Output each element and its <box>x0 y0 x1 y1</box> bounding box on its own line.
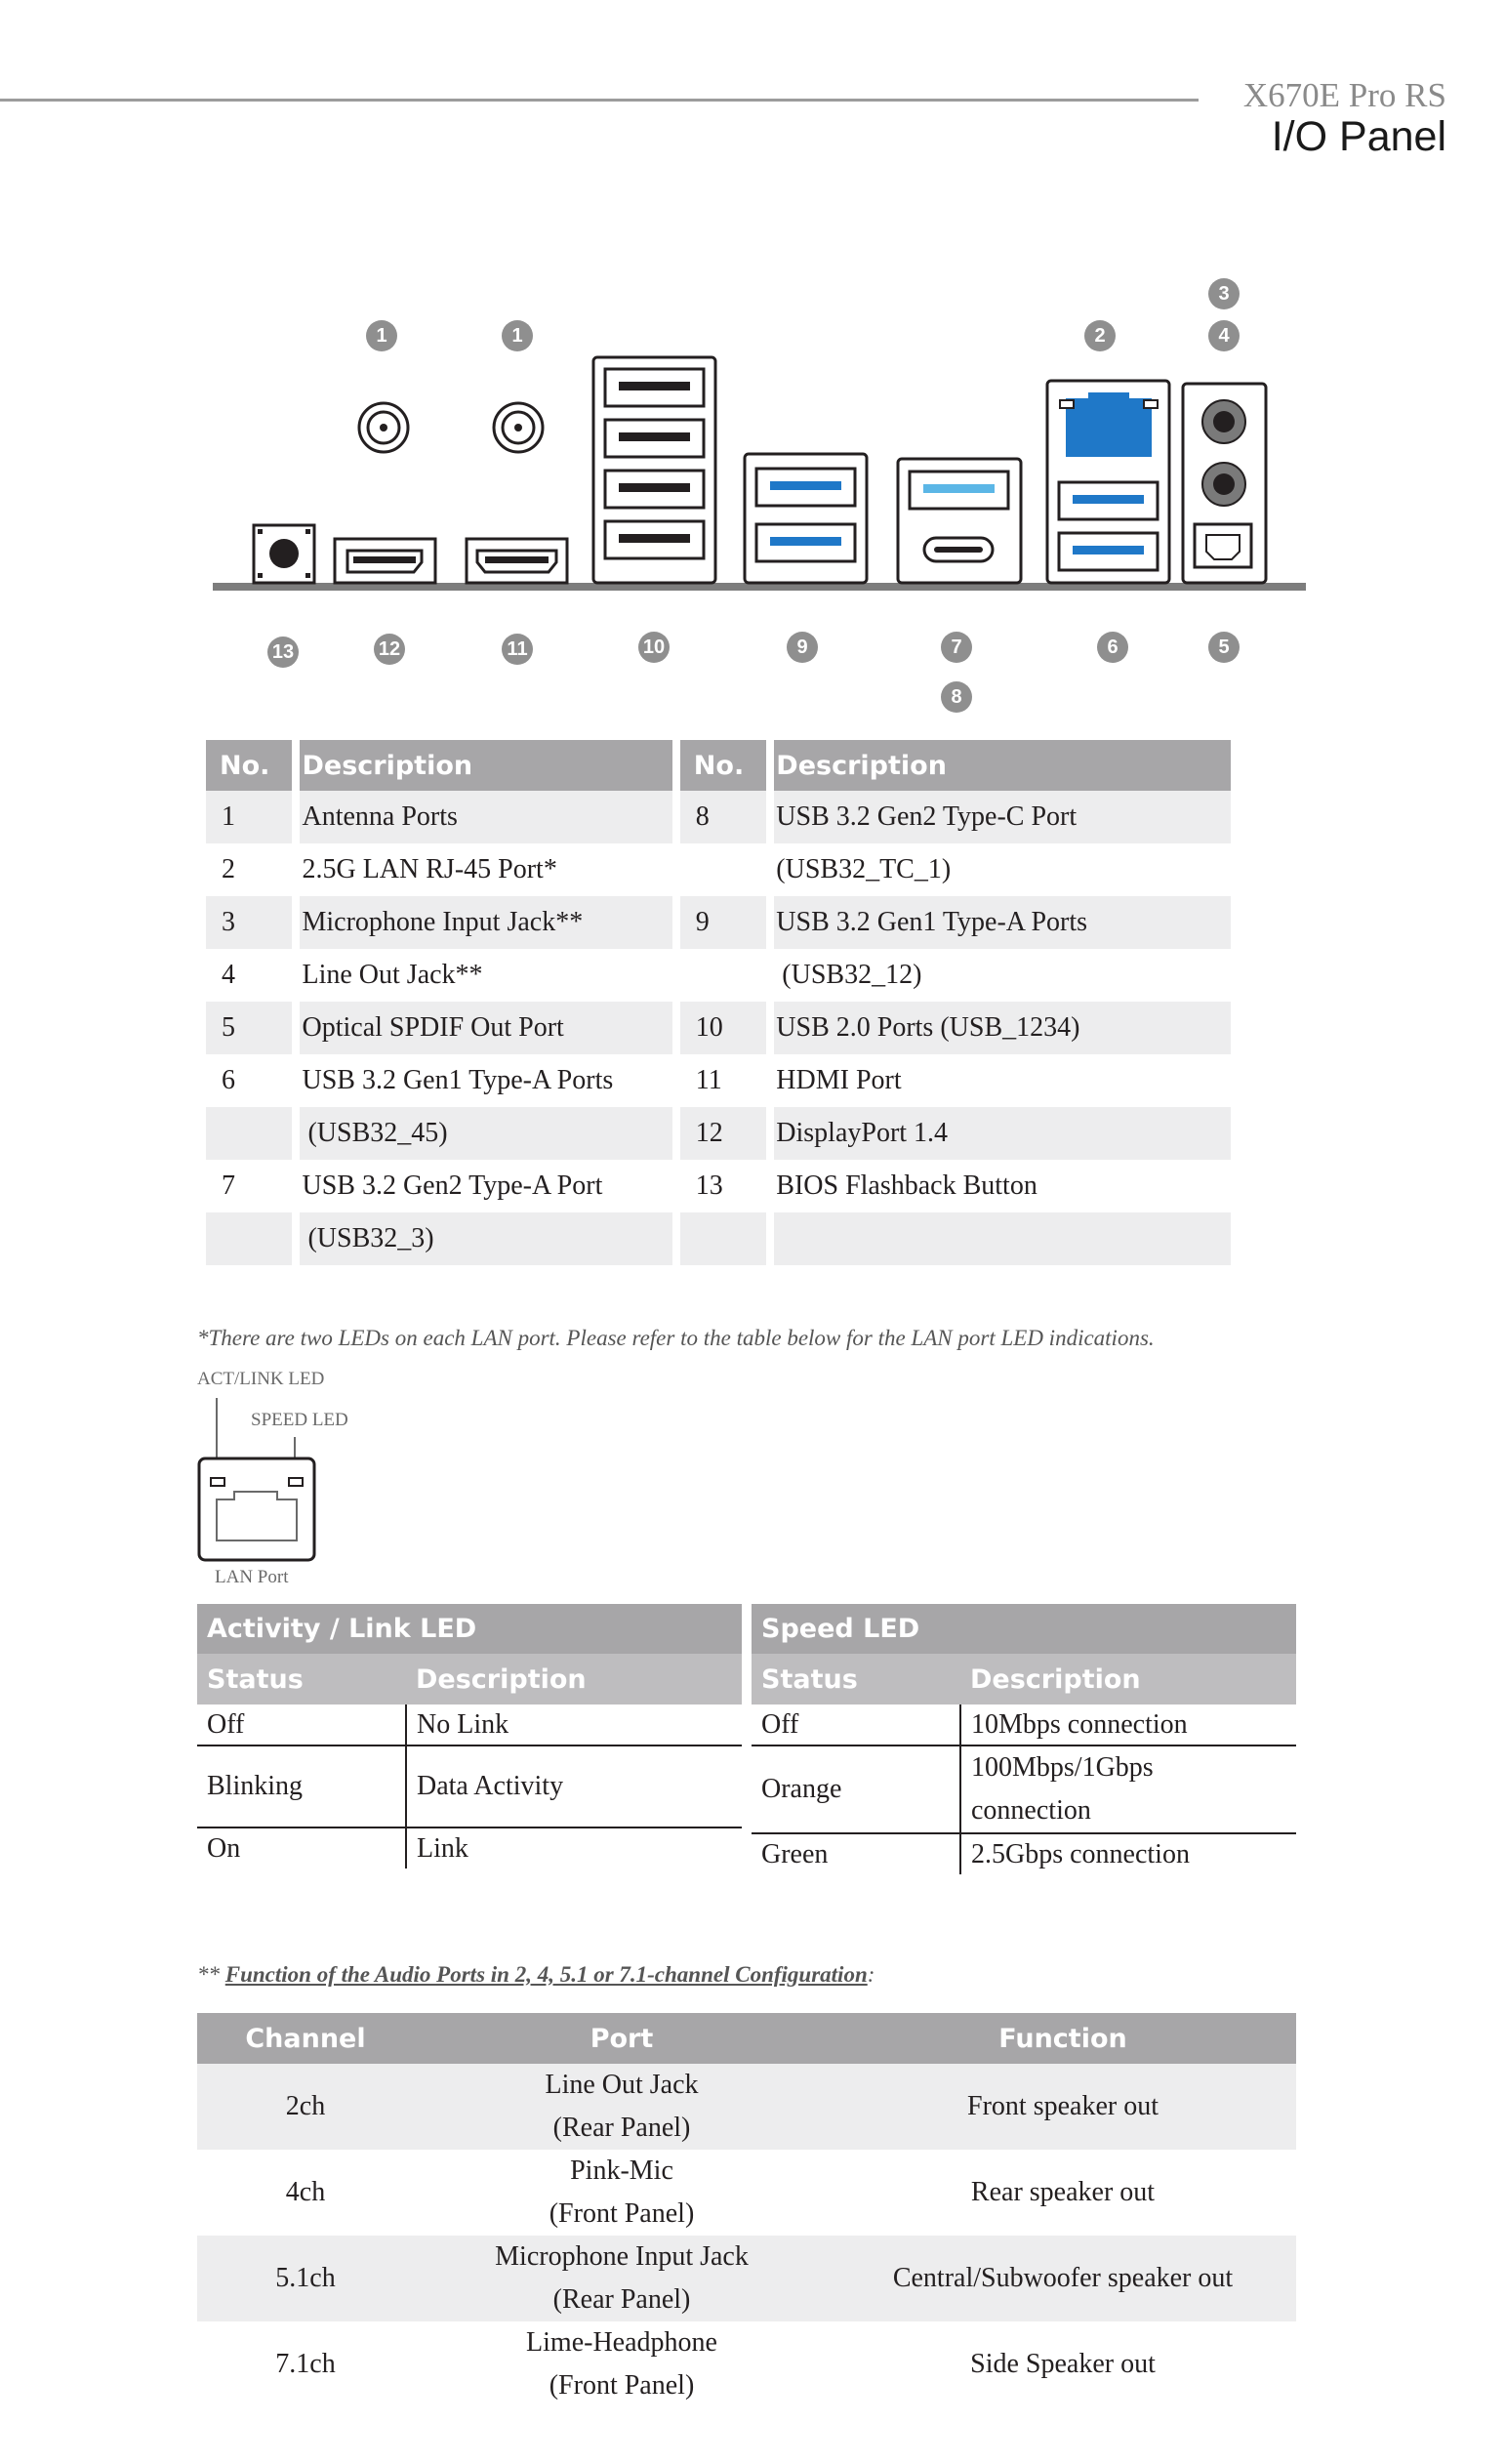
table-row <box>206 1212 1231 1265</box>
row-no: 5 <box>206 1002 292 1054</box>
row-desc: Microphone Input Jack** <box>300 896 671 949</box>
table-row <box>752 1704 1296 1745</box>
channel-cell: 7.1ch <box>275 2349 336 2379</box>
row-desc: BIOS Flashback Button <box>776 1170 1037 1201</box>
row-no: 2 <box>222 854 235 884</box>
row-no: 6 <box>222 1065 235 1095</box>
row-desc: Optical SPDIF Out Port <box>300 1002 671 1054</box>
col-status: Status <box>197 1654 406 1704</box>
col-desc-right: Description <box>774 740 1231 791</box>
function-cell: Side Speaker out <box>970 2349 1156 2379</box>
col-desc-left: Description <box>300 740 671 791</box>
callout-usb3-gen1-lan: 6 <box>1097 632 1128 663</box>
lan-led-note: *There are two LEDs on each LAN port. Please refer to the table below for the LAN port LED indications. <box>197 1326 1155 1350</box>
callout-usb2: 10 <box>638 632 670 663</box>
usb3-gen2-typea-typec-icon <box>898 459 1021 583</box>
callout-hdmi: 11 <box>502 634 533 665</box>
table-row <box>206 1002 1231 1054</box>
row-no: 3 <box>206 896 292 949</box>
row-no: 1 <box>206 791 292 843</box>
row-desc: (USB32_3) <box>300 1212 671 1265</box>
row-no <box>680 843 766 896</box>
col-status: Status <box>752 1654 960 1704</box>
antenna-port-icon <box>494 403 543 452</box>
row-desc: Line Out Jack** <box>302 960 483 990</box>
description-line-2: connection <box>971 1795 1091 1826</box>
port-cell <box>414 2236 830 2321</box>
speed-led-label: SPEED LED <box>251 1410 348 1430</box>
status-cell: Off <box>752 1704 960 1745</box>
row-no <box>680 949 766 1002</box>
callout-usb-gen2-a: 7 <box>941 632 972 663</box>
row-desc: 2.5G LAN RJ-45 Port* <box>302 854 557 884</box>
antenna-port-icon <box>359 403 408 452</box>
port-line-1: Lime-Headphone <box>526 2327 717 2358</box>
status-cell: On <box>197 1827 406 1869</box>
row-desc: (USB32_45) <box>300 1107 671 1160</box>
table-row <box>752 1833 1296 1874</box>
row-no: 11 <box>695 1065 722 1095</box>
port-line-2: (Front Panel) <box>549 2370 695 2401</box>
col-no-right: No. <box>680 740 766 791</box>
status-cell: Orange <box>752 1745 960 1833</box>
row-no <box>206 1107 292 1160</box>
model-name: X670E Pro RS <box>1242 76 1446 114</box>
row-desc: USB 2.0 Ports (USB_1234) <box>774 1002 1231 1054</box>
row-desc <box>774 1212 1231 1265</box>
col-description: Description <box>960 1654 1296 1704</box>
table-row <box>197 2150 1296 2236</box>
io-panel-illustration <box>0 264 1505 732</box>
col-channel: Channel <box>197 2013 414 2064</box>
row-desc: USB 3.2 Gen1 Type-A Ports <box>774 896 1231 949</box>
activity-link-led-table <box>197 1604 742 1869</box>
description-cell: Link <box>417 1832 468 1864</box>
port-line-1: Pink-Mic <box>570 2156 673 2186</box>
page-title: I/O Panel <box>1271 113 1446 160</box>
port-description-table <box>198 740 1239 1265</box>
table-row <box>206 843 1231 896</box>
callout-mic-jack: 3 <box>1208 278 1240 309</box>
table-row <box>197 1745 742 1827</box>
table-row <box>206 791 1231 843</box>
row-no: 7 <box>222 1170 235 1201</box>
description-cell: 2.5Gbps connection <box>971 1838 1190 1869</box>
note-text: Function of the Audio Ports in 2, 4, 5.1 or 7.1-channel Configuration <box>224 1962 868 1987</box>
description-cell: 10Mbps connection <box>960 1704 1296 1745</box>
callout-spdif: 5 <box>1208 632 1240 663</box>
status-cell: Off <box>197 1704 406 1745</box>
table-row <box>197 1827 742 1869</box>
status-cell: Green <box>752 1833 960 1874</box>
function-cell: Front speaker out <box>830 2064 1296 2150</box>
table-row <box>197 2321 1296 2407</box>
displayport-icon <box>335 539 435 583</box>
callout-bios-button: 13 <box>267 637 299 668</box>
lan-usb-stack-icon <box>1047 381 1169 583</box>
row-desc: Antenna Ports <box>300 791 671 843</box>
description-line-1: 100Mbps/1Gbps <box>971 1752 1154 1783</box>
usb3-gen1-ports-icon <box>745 454 867 583</box>
lan-port-led-icon <box>195 1394 322 1566</box>
callout-antenna-2: 1 <box>502 320 533 351</box>
audio-jacks-spdif-icon <box>1183 384 1266 583</box>
callout-usb-gen2-c: 8 <box>941 681 972 713</box>
table-row <box>206 1160 1231 1212</box>
callout-line-out: 4 <box>1208 320 1240 351</box>
col-description: Description <box>406 1654 742 1704</box>
callout-antenna-1: 1 <box>366 320 397 351</box>
table-row <box>206 896 1231 949</box>
port-cell <box>414 2150 830 2236</box>
lan-port-label: LAN Port <box>215 1567 289 1587</box>
function-cell: Rear speaker out <box>970 2177 1156 2207</box>
row-no: 12 <box>680 1107 766 1160</box>
callout-displayport: 12 <box>374 634 405 665</box>
row-no: 9 <box>680 896 766 949</box>
table-row <box>206 949 1231 1002</box>
table-row <box>197 2064 1296 2150</box>
row-desc: DisplayPort 1.4 <box>774 1107 1231 1160</box>
channel-cell: 2ch <box>197 2064 414 2150</box>
port-cell <box>414 2321 830 2407</box>
table-row <box>197 1704 742 1745</box>
table-row <box>206 1107 1231 1160</box>
table-row <box>197 2236 1296 2321</box>
audio-channel-table <box>197 2013 1296 2407</box>
row-desc: (USB32_TC_1) <box>776 854 952 884</box>
function-cell: Central/Subwoofer speaker out <box>830 2236 1296 2321</box>
note-suffix: : <box>867 1962 875 1987</box>
callout-lan: 2 <box>1084 320 1116 351</box>
col-function: Function <box>830 2013 1296 2064</box>
port-line-2: (Front Panel) <box>549 2198 695 2229</box>
row-desc: USB 3.2 Gen1 Type-A Ports <box>302 1065 614 1095</box>
row-desc: USB 3.2 Gen2 Type-A Port <box>302 1170 603 1201</box>
description-cell: No Link <box>406 1704 742 1745</box>
act-link-led-label: ACT/LINK LED <box>197 1369 325 1389</box>
table-row <box>206 1054 1231 1107</box>
activity-table-title: Activity / Link LED <box>197 1604 742 1654</box>
row-no <box>680 1212 766 1265</box>
status-cell: Blinking <box>197 1745 406 1827</box>
speed-table-title: Speed LED <box>752 1604 1296 1654</box>
row-desc: (USB32_12) <box>782 960 922 990</box>
header-rule <box>0 99 1199 102</box>
row-no <box>206 1212 292 1265</box>
channel-cell: 4ch <box>285 2177 326 2207</box>
usb2-ports-icon <box>593 357 715 583</box>
speed-led-table <box>752 1604 1296 1874</box>
bios-flashback-button-icon <box>254 525 314 583</box>
port-cell <box>414 2064 830 2150</box>
io-panel-diagram <box>0 264 1505 732</box>
description-cell: Data Activity <box>406 1745 742 1827</box>
hdmi-port-icon <box>467 539 567 583</box>
row-no: 13 <box>695 1170 723 1201</box>
row-no: 4 <box>222 960 235 990</box>
description-cell <box>960 1745 1296 1833</box>
channel-cell: 5.1ch <box>197 2236 414 2321</box>
port-line-2: (Rear Panel) <box>552 2284 691 2315</box>
col-port: Port <box>414 2013 830 2064</box>
port-line-1: Microphone Input Jack <box>495 2241 749 2272</box>
table-row <box>752 1745 1296 1833</box>
note-prefix: ** <box>197 1962 225 1987</box>
port-line-1: Line Out Jack <box>545 2070 699 2100</box>
row-desc: HDMI Port <box>776 1065 902 1095</box>
row-desc: USB 3.2 Gen2 Type-C Port <box>774 791 1231 843</box>
port-line-2: (Rear Panel) <box>552 2113 691 2143</box>
row-no: 8 <box>680 791 766 843</box>
row-no: 10 <box>680 1002 766 1054</box>
callout-usb3-gen1: 9 <box>787 632 818 663</box>
col-no-left: No. <box>206 740 292 791</box>
audio-ports-note <box>197 1962 875 1988</box>
